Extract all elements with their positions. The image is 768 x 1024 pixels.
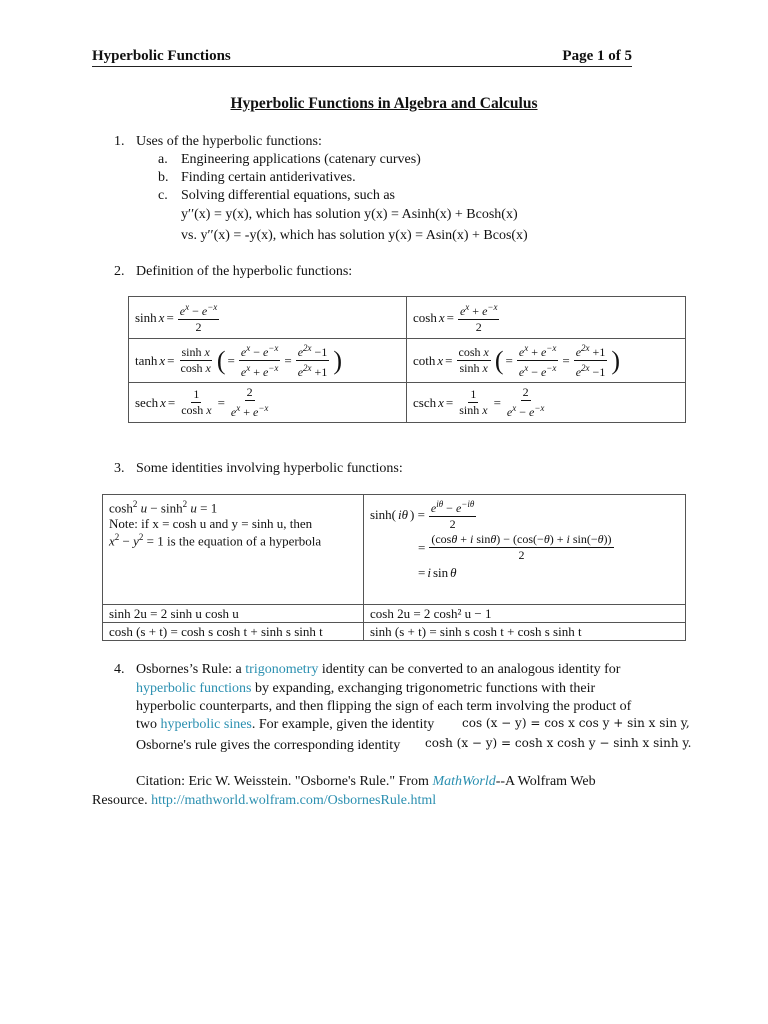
- cosh-double-angle: cosh 2u = 2 cosh² u − 1: [364, 605, 686, 623]
- sinh-sum-identity: sinh (s + t) = sinh s cosh t + cosh s sinh t: [364, 623, 686, 641]
- item-b-text: Finding certain antiderivatives.: [181, 170, 356, 185]
- hyperbolic-identity-equation: cosh (x − y) = cosh x cosh y − sinh x sinh y.: [425, 736, 692, 750]
- item-a-text: Engineering applications (catenary curves): [181, 152, 421, 167]
- section-1-heading: Uses of the hyperbolic functions:: [136, 134, 322, 149]
- osborne-line-3: hyperbolic counterparts, and then flipping the sign of each term involving the product of: [136, 699, 632, 714]
- cosh-definition: cosh x = $\frac{e^x + e^{-x}}{2}$: [407, 297, 686, 339]
- item-c-text: Solving differential equations, such as: [181, 188, 395, 203]
- mathworld-link[interactable]: MathWorld: [432, 774, 496, 789]
- sinh-double-angle: sinh 2u = 2 sinh u cosh u: [103, 605, 364, 623]
- trig-identity-equation: cos (x − y) = cos x cos y + sin x sin y,: [462, 716, 690, 730]
- section-3-number: 3.: [114, 461, 125, 476]
- cosh-sum-identity: cosh (s + t) = cosh s cosh t + sinh s sinh t: [103, 623, 364, 641]
- trigonometry-link[interactable]: trigonometry: [245, 662, 319, 677]
- csch-definition: csch x = $\frac{1}{\text{sinh x}}$ = $\frac{2}{e^x - e^{-x}}$: [407, 383, 686, 423]
- section-2-number: 2.: [114, 264, 125, 279]
- item-b-letter: b.: [158, 170, 169, 185]
- sech-definition: sech x = $\frac{1}{\text{cosh x}}$ = $\frac{2}{e^x + e^{-x}}$: [129, 383, 407, 423]
- hyperbolic-sines-link[interactable]: hyperbolic sines: [160, 717, 252, 732]
- identities-table: [102, 494, 686, 641]
- coth-definition: coth x = $\frac{\text{cosh x}}{\text{sinh x}}$ ( = $\frac{e^x + e^{-x}}{e^x - e^{-x}}$ = $\frac{e^{2x} +1}{e^{2x} -1}$ ): [407, 339, 686, 383]
- pythagorean-identity-cell: [103, 495, 364, 605]
- citation-line-2: Resource. http://mathworld.wolfram.com/OsbornesRule.html: [92, 793, 437, 808]
- osborne-line-1: Osbornes’s Rule: a trigonometry identity can be converted to an analogous identity for: [136, 662, 621, 677]
- equation-1: y′′(x) = y(x), which has solution y(x) = Asinh(x) + Bcosh(x): [181, 207, 518, 222]
- document-title: Hyperbolic Functions in Algebra and Calculus: [230, 95, 538, 112]
- item-c-letter: c.: [158, 188, 168, 203]
- section-4-number: 4.: [114, 662, 125, 677]
- hyperbolic-functions-link[interactable]: hyperbolic functions: [136, 681, 252, 696]
- hyperbola-note: Note: if x = cosh u and y = sinh u, then: [109, 516, 313, 532]
- section-2-heading: Definition of the hyperbolic functions:: [136, 264, 353, 279]
- sinh-itheta-cell: sinh( iθ ) = $\frac{e^{i\theta} - e^{-i\theta}}{2}$ = $\frac{\text{(cosθ + i sinθ) − (cos(−θ) + i sin(−θ))}}{2}$ = i sin θ: [364, 495, 686, 605]
- osborne-line-5: Osborne's rule gives the corresponding identity: [136, 738, 401, 753]
- osborne-line-2: hyperbolic functions by expanding, exchanging trigonometric functions with their: [136, 681, 596, 696]
- page-number: Page 1 of 5: [562, 48, 632, 64]
- page-header: [92, 48, 632, 67]
- osborne-rule-url[interactable]: http://mathworld.wolfram.com/OsbornesRule.html: [151, 793, 437, 808]
- header-title: Hyperbolic Functions: [92, 48, 231, 64]
- definitions-table: [128, 296, 686, 423]
- pythagorean-identity: $\cosh^2 u - \sinh^2 u = 1$: [109, 499, 218, 516]
- equation-2: vs. y′′(x) = -y(x), which has solution y(x) = Asin(x) + Bcos(x): [181, 228, 528, 243]
- osborne-line-4: two hyperbolic sines. For example, given the identity: [136, 717, 435, 732]
- sinh-definition: sinh x = $\frac{e^x - e^{-x}}{2}$: [129, 297, 407, 339]
- section-1-number: 1.: [114, 134, 125, 149]
- citation-line-1: Citation: Eric W. Weisstein. "Osborne's Rule." From MathWorld--A Wolfram Web: [136, 774, 596, 789]
- hyperbola-equation: $x^2 - y^2 = 1$ is the equation of a hyperbola: [109, 532, 322, 549]
- item-a-letter: a.: [158, 152, 168, 167]
- tanh-definition: tanh x = $\frac{\text{sinh x}}{\text{cosh x}}$ ( = $\frac{e^x - e^{-x}}{e^x + e^{-x}}$ = $\frac{e^{2x} -1}{e^{2x} +1}$ ): [129, 339, 407, 383]
- section-3-heading: Some identities involving hyperbolic functions:: [136, 461, 403, 476]
